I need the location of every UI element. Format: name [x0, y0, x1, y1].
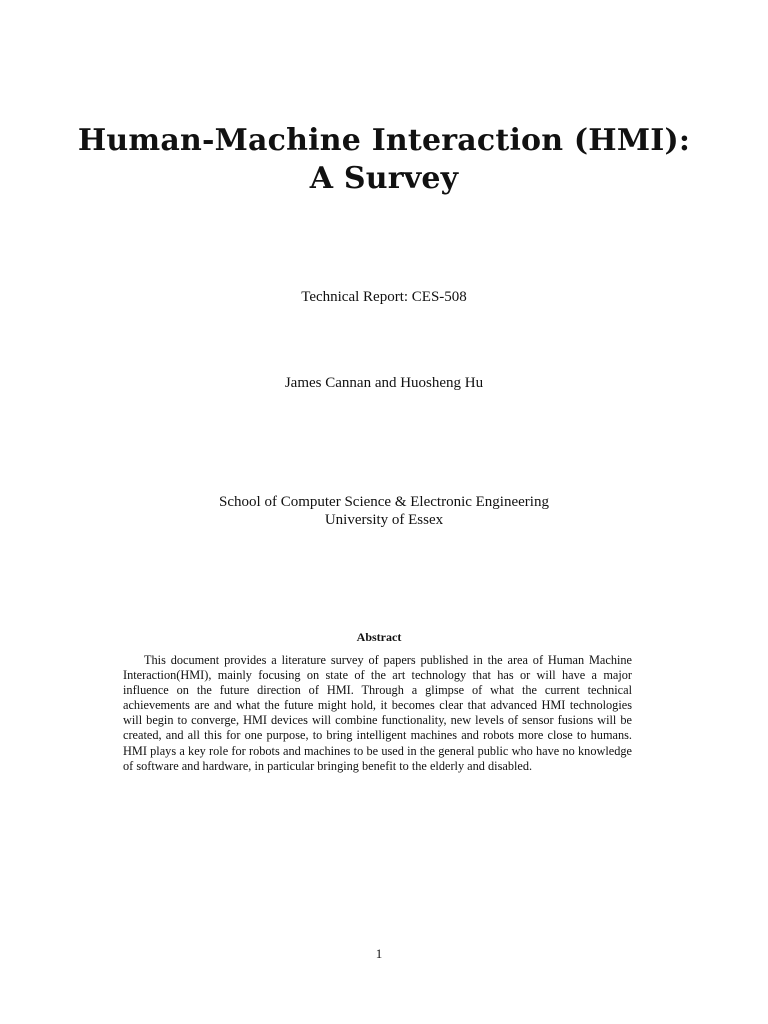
affiliation [0, 493, 768, 529]
report-number: Technical Report: CES-508 [301, 289, 467, 305]
affiliation-department: School of Computer Science & Electronic Engineering [219, 494, 549, 510]
abstract-text: This document provides a literature survey of papers published in the area of Human Machine Interaction(HMI), mainly focusing on state of the art technology that has or will have a major influence on the future direction of HMI. Through a glimpse of what the current technical achievements are and what the future might hold, it becomes clear that advanced HMI technologies will begin to converge, HMI devices will combine functionality, new levels of sensor fusions will be created, and all this for one purpose, to bring intelligent machines and robots more close to humans. HMI plays a key role for robots and machines to be used in the general public who have no knowledge of software and hardware, in particular bringing benefit to the elderly and disabled. [123, 653, 632, 773]
paper-title-line-1: Human-Machine Interaction (HMI): [77, 123, 691, 158]
page-number: 1 [375, 946, 383, 961]
paper-title-line-2: A Survey [309, 161, 459, 196]
affiliation-university: University of Essex [324, 512, 444, 528]
author-list: James Cannan and Huosheng Hu [284, 375, 484, 391]
paper-title [60, 122, 708, 198]
abstract-heading: Abstract [356, 630, 402, 644]
